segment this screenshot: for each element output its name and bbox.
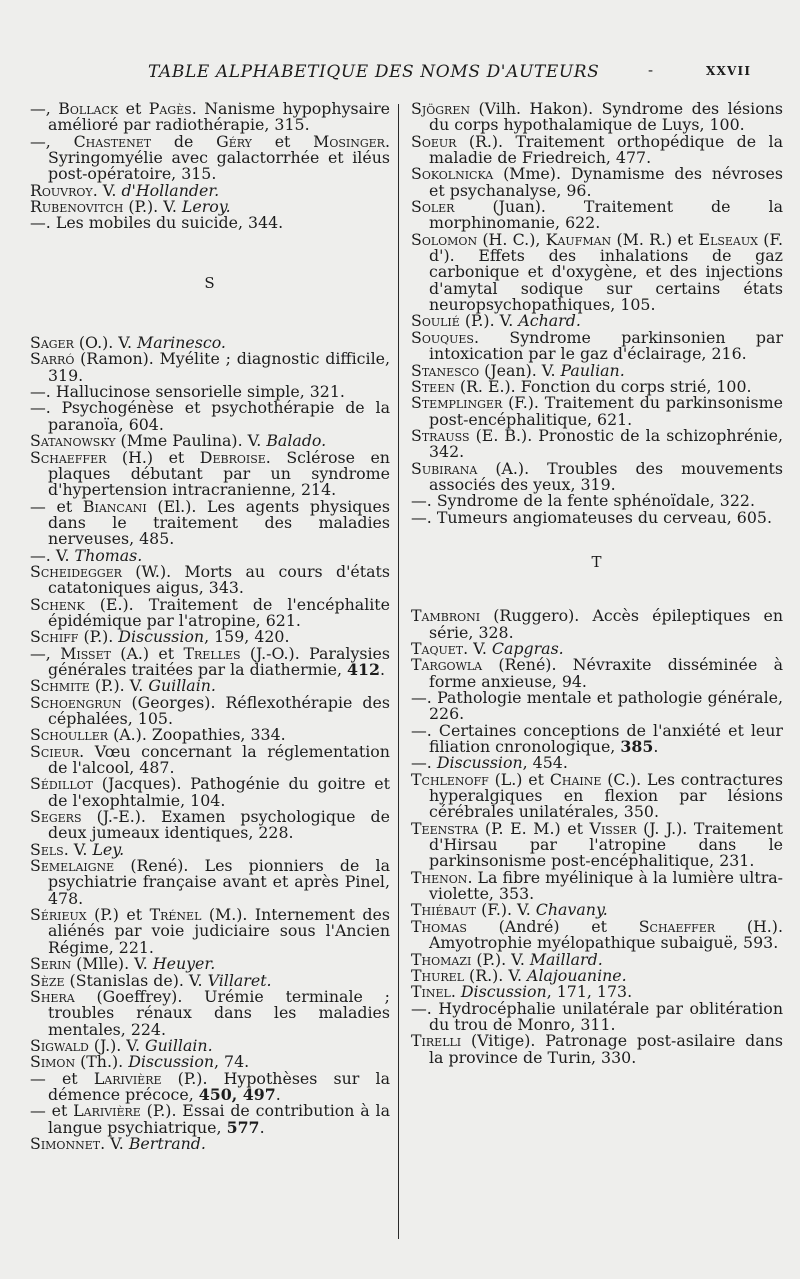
index-entry: Serin (Mlle). V. Heuyer. xyxy=(30,954,216,974)
index-entry: —. Les mobiles du suicide, 344. xyxy=(30,213,284,233)
index-entry: — et Biancani (El.). Les agents physiques dans le traitement des maladies nerveuses, 485. xyxy=(30,496,390,549)
index-entry: Strauss (E. B.). Pronostic de la schizophrénie, 342. xyxy=(411,425,783,462)
index-entry: —. Tumeurs angiomateuses du cerveau, 605. xyxy=(411,507,772,527)
index-entry: Scheidegger (W.). Morts au cours d'états catatoniques aigus, 343. xyxy=(30,561,390,598)
index-entry: —. Hydrocéphalie unilatérale par oblitération du trou de Monro, 311. xyxy=(411,998,783,1034)
index-entry: Rubenovitch (P.). V. Leroy. xyxy=(30,197,231,217)
index-entry: Simonnet. V. Bertrand. xyxy=(30,1133,206,1153)
index-entry: — et Larivière (P.). Hypothèses sur la démence précoce, 450, 497. xyxy=(30,1068,390,1104)
index-entry: Schiff (P.). Discussion, 159, 420. xyxy=(30,627,290,647)
index-entry: Schenk (E.). Traitement de l'encéphalite épidémique par l'atropine, 621. xyxy=(30,594,390,630)
right-column xyxy=(411,101,783,1066)
index-entry: Schmite (P.). V. Guillain. xyxy=(30,676,216,696)
index-entry: — et Larivière (P.). Essai de contribution à la langue psychiatrique, 577. xyxy=(30,1101,390,1137)
index-entry: Thomazi (P.). V. Maillard. xyxy=(411,949,603,969)
index-entry: —. Certaines conceptions de l'anxiété et leur filiation cnronologique, 385. xyxy=(411,720,783,757)
index-entry: Stemplinger (F.). Traitement du parkinsonisme post-encéphalitique, 621. xyxy=(411,393,783,429)
index-entry: Sager (O.). V. Marinesco. xyxy=(30,333,226,353)
index-entry: Thomas (André) et Schaeffer (H.). Amyotrophie myélopathique subaiguë, 593. xyxy=(411,916,783,953)
index-entry: —. Hallucinose sensorielle simple, 321. xyxy=(30,382,345,402)
index-entry: Souques. Syndrome parkinsonien par intoxication par le gaz d'éclairage, 216. xyxy=(411,327,783,364)
index-entry: Sigwald (J.). V. Guillain. xyxy=(30,1035,213,1055)
index-entry: —, Chastenet de Géry et Mosinger. Syringomyélie avec galactorrhée et iléus post-opératoire, 315. xyxy=(30,131,390,184)
index-entry: Taquet. V. Capgras. xyxy=(411,638,564,658)
index-entry: —. Pathologie mentale et pathologie générale, 226. xyxy=(411,688,783,724)
index-entry: Tchlenoff (L.) et Chaine (C.). Les contractures hyperalgiques en flexion par lésions cérébrales unilatérales, 350. xyxy=(411,769,783,822)
column-divider xyxy=(398,104,399,1239)
index-entry: Sjögren (Vilh. Hakon). Syndrome des lésions du corps hypothalamique de Luys, 100. xyxy=(411,99,783,135)
index-entry: Thenon. La fibre myélinique à la lumière ultra-violette, 353. xyxy=(411,867,783,904)
running-dash: - xyxy=(648,61,654,79)
index-entry: Subirana (A.). Troubles des mouvements associés des yeux, 319. xyxy=(411,458,783,494)
index-entry: Segers (J.-E.). Examen psychologique de deux jumeaux identiques, 228. xyxy=(30,807,390,843)
index-entry: Shera (Goeffrey). Urémie terminale ; troubles rénaux dans les maladies mentales, 224. xyxy=(30,986,390,1039)
running-title: TABLE ALPHABETIQUE DES NOMS D'AUTEURS xyxy=(148,62,600,82)
index-entry: Sédillot (Jacques). Pathogénie du goitre et de l'exophtalmie, 104. xyxy=(30,774,390,810)
index-entry: —. V. Thomas. xyxy=(30,545,143,565)
index-entry: Scieur. Vœu concernant la réglementation de l'alcool, 487. xyxy=(30,741,390,778)
index-entry: Sokolnicka (Mme). Dynamisme des névroses et psychanalyse, 96. xyxy=(411,164,783,200)
index-entry: Stanesco (Jean). V. Paulian. xyxy=(411,360,625,380)
index-entry: Sarró (Ramon). Myélite ; diagnostic difficile, 319. xyxy=(30,349,390,385)
index-entry: Solomon (H. C.), Kaufman (M. R.) et Elseaux (F. d'). Effets des inhalations de gaz carbonique et d'oxygène, et des injections d'amytal sodique sur certains états neuropsychopathiques, 105. xyxy=(411,229,783,315)
left-column xyxy=(30,101,390,1152)
index-entry: —, Bollack et Pagès. Nanisme hypophysaire amélioré par radiothérapie, 315. xyxy=(30,99,390,135)
index-entry: Tinel. Discussion, 171, 173. xyxy=(411,982,633,1002)
index-entry: Targowla (René). Névraxite disséminée à forme anxieuse, 94. xyxy=(411,655,783,691)
index-entry: Sèze (Stanislas de). V. Villaret. xyxy=(30,970,272,990)
index-entry: Sels. V. Ley. xyxy=(30,839,125,859)
index-entry: Sérieux (P.) et Trénel (M.). Internement des aliénés par voie judiciaire sous l'Ancien Régime, 221. xyxy=(30,905,390,957)
index-entry: Schaeffer (H.) et Debroise. Sclérose en plaques débutant par un syndrome d'hypertension intracranienne, 214. xyxy=(30,447,390,500)
index-entry: Tambroni (Ruggero). Accès épileptiques en série, 328. xyxy=(411,606,783,642)
section-letter-s: S xyxy=(204,273,216,292)
index-entry: —. Syndrome de la fente sphénoïdale, 322. xyxy=(411,491,755,511)
index-entry: Semelaigne (René). Les pionniers de la psychiatrie française avant et après Pinel, 478. xyxy=(30,856,390,908)
running-head xyxy=(0,62,800,86)
index-entry: Tirelli (Vitige). Patronage post-asilaire dans la province de Turin, 330. xyxy=(411,1031,783,1067)
page-number: XXVII xyxy=(706,64,752,78)
index-entry: Satanowsky (Mme Paulina). V. Balado. xyxy=(30,431,327,451)
section-letter-t: T xyxy=(591,552,603,571)
index-entry: Steen (R. E.). Fonction du corps strié, 100. xyxy=(411,376,752,396)
index-entry: —. Psychogénèse et psychothérapie de la paranoïa, 604. xyxy=(30,398,390,434)
index-entry: Teenstra (P. E. M.) et Visser (J. J.). Traitement d'Hirsau par l'atropine dans le parkinsonisme post-encéphalitique, 231. xyxy=(411,818,783,871)
index-entry: Soler (Juan). Traitement de la morphinomanie, 622. xyxy=(411,197,783,233)
index-entry: Soulié (P.). V. Achard. xyxy=(411,311,581,331)
index-entry: Soeur (R.). Traitement orthopédique de la maladie de Friedreich, 477. xyxy=(411,131,783,168)
index-entry: Thurel (R.). V. Alajouanine. xyxy=(411,965,627,985)
index-entry: Simon (Th.). Discussion, 74. xyxy=(30,1052,250,1072)
index-entry: Rouvroy. V. d'Hollander. xyxy=(30,180,220,200)
index-entry: —, Misset (A.) et Trelles (J.-O.). Paralysies générales traitées par la diathermie, 412. xyxy=(30,643,390,679)
index-entry: Schoengrun (Georges). Réflexothérapie des céphalées, 105. xyxy=(30,692,390,728)
index-entry: Schouller (A.). Zoopathies, 334. xyxy=(30,725,286,745)
index-entry: Thiébaut (F.). V. Chavany. xyxy=(411,900,608,920)
index-entry: —. Discussion, 454. xyxy=(411,753,568,773)
